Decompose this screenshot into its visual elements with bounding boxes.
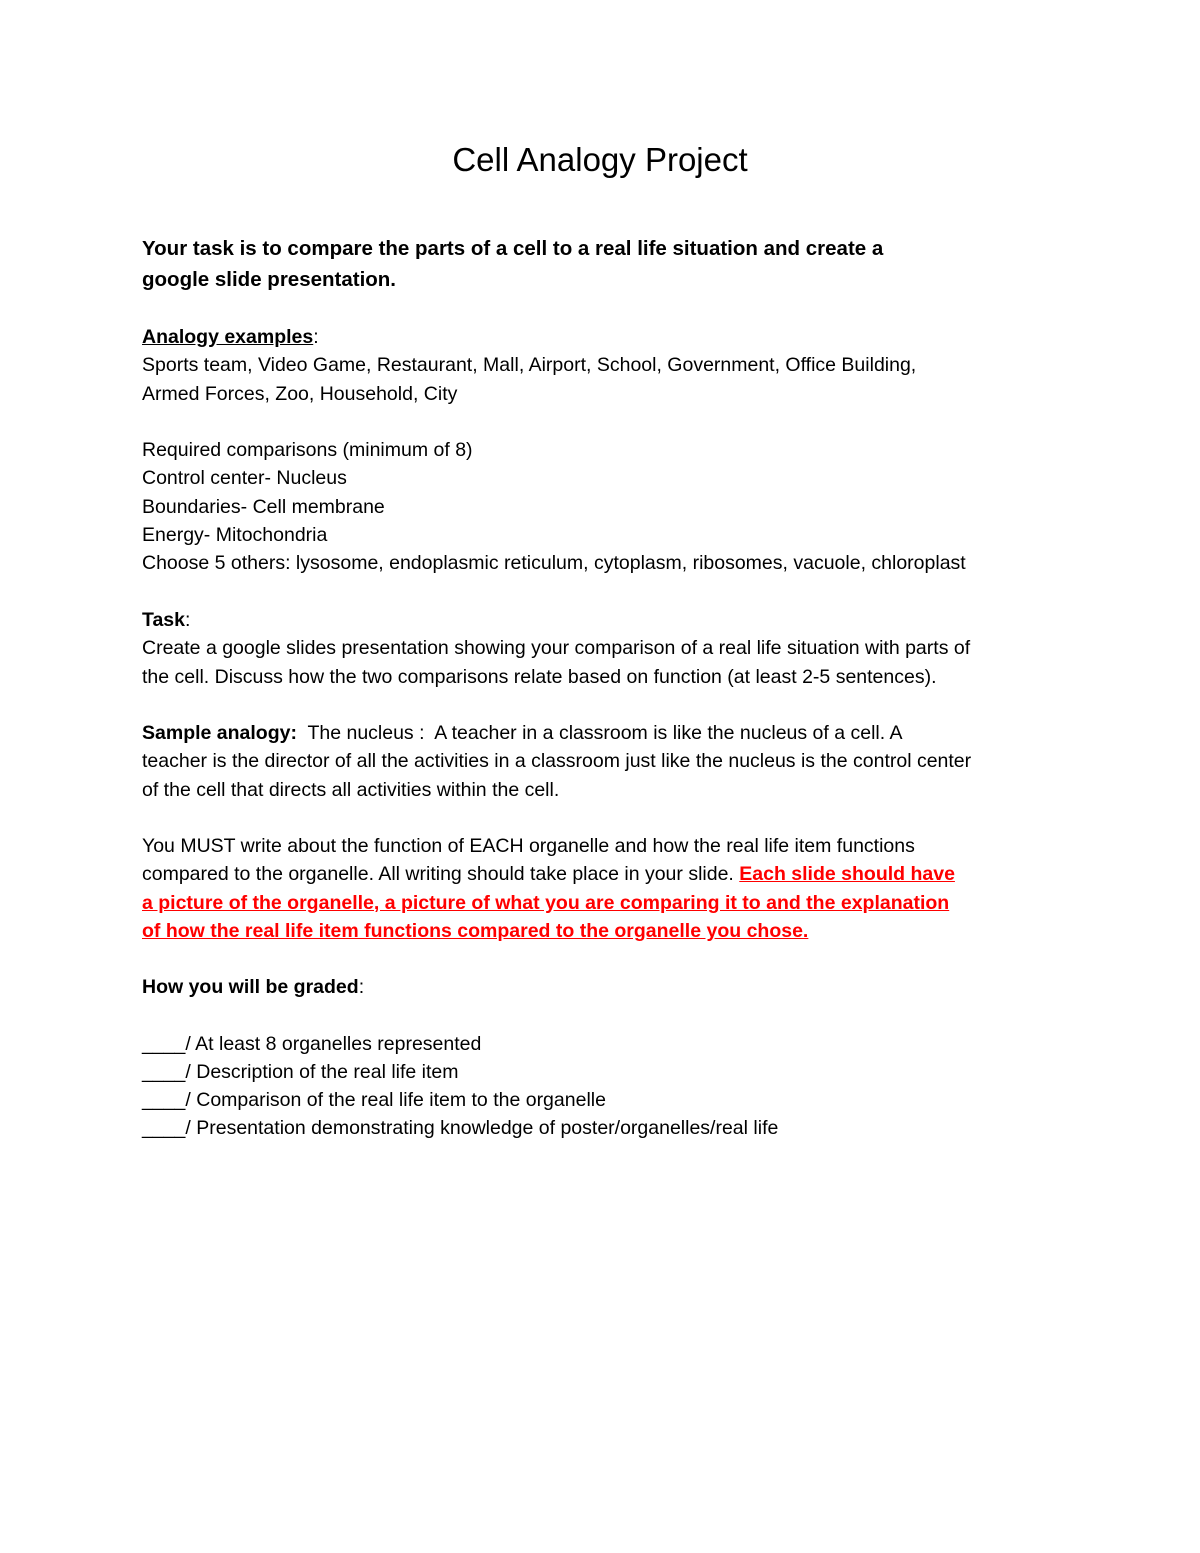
must-red-emphasis: a picture of the organelle, a picture of what you are comparing it to and the explanation — [142, 891, 950, 914]
required-item: Choose 5 others: lysosome, endoplasmic reticulum, cytoplasm, ribosomes, vacuole, chloroplast — [142, 552, 966, 575]
grading-item — [142, 1114, 1062, 1142]
must-line-3 — [142, 889, 1062, 917]
grading-blank: ____/ — [142, 1032, 191, 1055]
grading-item — [142, 1030, 1062, 1058]
grading-heading-colon: : — [358, 976, 365, 998]
task-heading-colon: : — [185, 609, 191, 631]
sample-line-1 — [142, 719, 1062, 747]
grading-item-text: Comparison of the real life item to the organelle — [190, 1089, 606, 1112]
task-line-1: Create a google slides presentation showing your comparison of a real life situation with parts of — [142, 637, 971, 660]
must-line-2 — [142, 860, 1062, 888]
intro-paragraph — [142, 233, 1062, 295]
grading-item — [142, 1086, 1062, 1114]
required-item: Control center- Nucleus — [142, 467, 347, 490]
task-line-2: the cell. Discuss how the two comparisons relate based on function (at least 2-5 sentences). — [142, 665, 937, 688]
analogy-examples-line-2: Armed Forces, Zoo, Household, City — [142, 382, 458, 405]
sample-analogy-label: Sample analogy: — [142, 722, 297, 744]
grading-item-text: Description of the real life item — [190, 1060, 459, 1083]
required-comparisons-heading: Required comparisons (minimum of 8) — [142, 439, 473, 461]
grading-blank: ____/ — [142, 1117, 191, 1140]
sample-line-3: of the cell that directs all activities within the cell. — [142, 778, 560, 801]
required-item: Boundaries- Cell membrane — [142, 495, 385, 518]
analogy-examples-heading-line — [142, 323, 1062, 351]
sample-analogy-section — [142, 719, 1062, 804]
intro-line-1: Your task is to compare the parts of a cell to a real life situation and create a — [142, 237, 884, 260]
must-line-2-text: compared to the organelle. All writing should take place in your slide. — [142, 863, 740, 886]
task-heading: Task — [142, 609, 185, 631]
grading-blank: ____/ — [142, 1089, 191, 1112]
page-title: Cell Analogy Project — [452, 141, 748, 178]
analogy-examples-line-1: Sports team, Video Game, Restaurant, Mall, Airport, School, Government, Office Building, — [142, 354, 917, 377]
required-item: Energy- Mitochondria — [142, 523, 328, 546]
intro-line-2: google slide presentation. — [142, 268, 397, 291]
grading-blank: ____/ — [142, 1060, 191, 1083]
must-line-4 — [142, 917, 1062, 945]
grading-section — [142, 973, 1062, 1143]
task-section — [142, 606, 1062, 691]
task-heading-line — [142, 606, 1062, 634]
sample-line-1-text: The nucleus : A teacher in a classroom is like the nucleus of a cell. A — [296, 722, 903, 744]
analogy-examples-heading: Analogy examples — [142, 326, 314, 348]
analogy-examples-heading-colon: : — [313, 326, 319, 348]
grading-item-text: Presentation demonstrating knowledge of poster/organelles/real life — [190, 1117, 779, 1140]
grading-heading-line — [142, 973, 1062, 1001]
analogy-examples-section — [142, 323, 1062, 408]
grading-heading: How you will be graded — [142, 976, 359, 998]
must-red-emphasis: of how the real life item functions compared to the organelle you chose. — [142, 919, 809, 942]
must-line-1: You MUST write about the function of EACH organelle and how the real life item functions — [142, 835, 915, 857]
required-comparisons-section — [142, 436, 1062, 577]
must-write-section — [142, 832, 1062, 945]
must-red-emphasis: Each slide should have — [739, 863, 955, 886]
grading-item-text: At least 8 organelles represented — [190, 1032, 482, 1055]
grading-item — [142, 1058, 1062, 1086]
sample-line-2: teacher is the director of all the activities in a classroom just like the nucleus is the control center — [142, 750, 972, 773]
